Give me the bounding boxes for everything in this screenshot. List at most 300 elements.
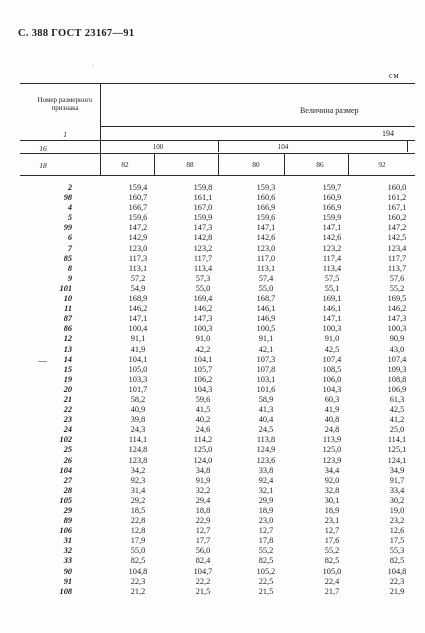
size-value: 17,7 <box>195 536 211 546</box>
feature-number: 19 <box>63 374 72 384</box>
feature-number: 20 <box>63 384 72 394</box>
table-row <box>20 183 415 193</box>
size-value: 117,4 <box>322 253 342 263</box>
table-row <box>20 324 415 334</box>
size-value: 57,6 <box>389 273 405 283</box>
size-value: 159,6 <box>128 213 148 223</box>
size-value: 22,8 <box>130 516 146 526</box>
table-row <box>20 546 415 556</box>
right-tick <box>407 140 408 152</box>
table-row <box>20 294 415 304</box>
size-value: 166,7 <box>128 203 148 213</box>
size-value: 117,7 <box>387 253 407 263</box>
feature-number: 104 <box>59 465 72 475</box>
size-value: 113,1 <box>256 263 276 273</box>
size-value: 142,8 <box>193 233 213 243</box>
size-value: 146,2 <box>387 304 407 314</box>
feature-number: 90 <box>63 566 72 576</box>
size-value: 100,3 <box>322 324 342 334</box>
value-size-header: Величина размер <box>300 106 359 115</box>
size-value: 104,1 <box>128 354 148 364</box>
table-row <box>20 345 415 355</box>
size-value: 24,8 <box>324 425 340 435</box>
size-value: 147,1 <box>322 223 342 233</box>
table-row <box>20 516 415 526</box>
unit-label: см <box>389 71 400 80</box>
table-row <box>20 466 415 476</box>
size-value: 91,7 <box>389 475 405 485</box>
table-row <box>20 233 415 243</box>
size-value: 123,9 <box>322 455 342 465</box>
feature-number: 11 <box>64 304 72 314</box>
size-value: 104,1 <box>193 354 213 364</box>
size-value: 147,1 <box>256 223 276 233</box>
size-value: 34,8 <box>195 465 211 475</box>
size-value: 123,8 <box>128 455 148 465</box>
feature-number: 91 <box>63 576 72 586</box>
size-value: 106,9 <box>387 384 407 394</box>
size-value: 24,6 <box>195 425 211 435</box>
size-value: 104,7 <box>193 566 213 576</box>
size-value: 107,4 <box>322 354 342 364</box>
table-row <box>20 567 415 577</box>
size-value: 21,5 <box>195 586 211 596</box>
feature-number: 22 <box>63 405 72 415</box>
table-row <box>20 435 415 445</box>
size-value: 55,2 <box>324 546 340 556</box>
table-row <box>20 526 415 536</box>
table-row <box>20 365 415 375</box>
size-value: 56,0 <box>195 546 211 556</box>
size-value: 117,0 <box>256 253 276 263</box>
size-value: 34,9 <box>389 465 405 475</box>
table-body <box>20 183 415 597</box>
row-label-16: 16 <box>39 144 47 153</box>
feature-number: 32 <box>63 546 72 556</box>
dot-mark: · <box>92 63 94 69</box>
size-value: 113,8 <box>256 435 276 445</box>
size-value: 82,5 <box>130 556 146 566</box>
size-value: 100,5 <box>256 324 276 334</box>
size-value: 55,0 <box>195 283 211 293</box>
table-row <box>20 314 415 324</box>
size-value: 105,0 <box>128 364 148 374</box>
size-value: 142,6 <box>256 233 276 243</box>
size-value: 123,2 <box>193 243 213 253</box>
size-value: 107,3 <box>256 354 276 364</box>
size-value: 23,0 <box>258 516 274 526</box>
table-row <box>20 395 415 405</box>
size-value: 55,0 <box>258 283 274 293</box>
size-value: 123,2 <box>322 243 342 253</box>
size-value: 124,8 <box>128 445 148 455</box>
size-value: 55,2 <box>258 546 274 556</box>
size-value: 159,6 <box>256 213 276 223</box>
feature-number: 23 <box>63 415 72 425</box>
size-value: 54,9 <box>130 283 146 293</box>
table-row <box>20 284 415 294</box>
size-value: 166,9 <box>322 203 342 213</box>
size-value: 106,2 <box>193 374 213 384</box>
size-value: 101,6 <box>256 384 276 394</box>
size-value: 113,4 <box>193 263 213 273</box>
size-value: 31,4 <box>130 485 146 495</box>
size-value: 91,1 <box>130 334 146 344</box>
size-value: 34,4 <box>324 465 340 475</box>
size-value: 113,9 <box>322 435 342 445</box>
table-row <box>20 415 415 425</box>
size-value: 23,1 <box>324 516 340 526</box>
size-value: 105,2 <box>256 566 276 576</box>
size-value: 159,7 <box>322 183 342 192</box>
row-label-1: 1 <box>63 130 67 139</box>
table-row <box>20 445 415 455</box>
size-value: 55,1 <box>324 283 340 293</box>
size-value: 41,9 <box>130 344 146 354</box>
size-value: 25,0 <box>389 425 405 435</box>
size-value: 22,9 <box>195 516 211 526</box>
feature-number: 24 <box>63 425 72 435</box>
size-value: 161,1 <box>193 193 213 203</box>
col-divider-1 <box>154 153 155 175</box>
size-value: 30,2 <box>389 495 405 505</box>
size-value: 17,5 <box>389 536 405 546</box>
size-value: 33,8 <box>258 465 274 475</box>
feature-number: 33 <box>63 556 72 566</box>
size-value: 159,4 <box>128 183 148 192</box>
col-divider-3 <box>284 153 285 175</box>
col-divider-2 <box>218 153 219 175</box>
feature-number: 10 <box>63 294 72 304</box>
feature-number: 89 <box>63 516 72 526</box>
size-value: 168,9 <box>128 294 148 304</box>
feature-number: 25 <box>63 445 72 455</box>
girth-100: 100 <box>152 143 164 151</box>
size-value: 166,9 <box>256 203 276 213</box>
table-row <box>20 587 415 597</box>
size-value: 146,1 <box>322 304 342 314</box>
table-row <box>20 536 415 546</box>
size-value: 109,3 <box>387 364 407 374</box>
size-value: 125,0 <box>193 445 213 455</box>
feature-number: 105 <box>59 495 72 505</box>
size-value: 41,5 <box>195 405 211 415</box>
table-row <box>20 274 415 284</box>
table-row <box>20 254 415 264</box>
feature-number: 27 <box>63 475 72 485</box>
table-row <box>20 213 415 223</box>
size-value: 29,9 <box>258 495 274 505</box>
size-value: 18,9 <box>324 506 340 515</box>
size-value: 18,9 <box>258 506 274 515</box>
size-value: 91,0 <box>195 334 211 344</box>
table-row <box>20 264 415 274</box>
feature-number: 9 <box>67 273 72 283</box>
girth-divider <box>218 140 219 152</box>
size-value: 32,2 <box>195 485 211 495</box>
size-value: 169,4 <box>193 294 213 304</box>
size-value: 82,5 <box>258 556 274 566</box>
feature-number: 26 <box>63 455 72 465</box>
size-value: 24,3 <box>130 425 146 435</box>
table-row <box>20 244 415 254</box>
size-value: 21,2 <box>130 586 146 596</box>
size-value: 82,5 <box>389 556 405 566</box>
girth-104: 104 <box>277 143 289 151</box>
col-80: 80 <box>252 161 260 169</box>
size-value: 57,3 <box>195 273 211 283</box>
size-value: 108,5 <box>322 364 342 374</box>
size-value: 160,6 <box>256 193 276 203</box>
feature-number: 101 <box>59 283 72 293</box>
size-value: 100,3 <box>387 324 407 334</box>
table-row <box>20 496 415 506</box>
col-88: 88 <box>186 161 194 169</box>
size-value: 22,5 <box>258 576 274 586</box>
feature-number: 12 <box>63 334 72 344</box>
size-value: 159,9 <box>193 213 213 223</box>
feature-number: 106 <box>59 526 72 536</box>
table-row <box>20 203 415 213</box>
size-value: 167,1 <box>387 203 407 213</box>
size-value: 19,0 <box>389 506 405 515</box>
size-value: 117,7 <box>193 253 213 263</box>
size-value: 55,2 <box>389 283 405 293</box>
table-row <box>20 355 415 365</box>
feature-number: 13 <box>63 344 72 354</box>
size-value: 24,5 <box>258 425 274 435</box>
left-divider <box>100 83 101 175</box>
feature-number: 21 <box>63 394 72 404</box>
size-value: 21,9 <box>389 586 405 596</box>
size-value: 58,9 <box>258 394 274 404</box>
size-value: 147,1 <box>128 314 148 324</box>
feature-number: 5 <box>67 213 72 223</box>
size-value: 12,7 <box>258 526 274 536</box>
size-value: 12,7 <box>195 526 211 536</box>
page-header: С. 388 ГОСТ 23167—91 <box>18 28 135 39</box>
table-row <box>20 334 415 344</box>
size-value: 123,4 <box>387 243 407 253</box>
feature-number: 87 <box>63 314 72 324</box>
size-value: 103,1 <box>256 374 276 384</box>
size-value: 92,3 <box>130 475 146 485</box>
size-value: 114,1 <box>387 435 407 445</box>
size-value: 100,4 <box>128 324 148 334</box>
size-value: 32,8 <box>324 485 340 495</box>
col-divider-4 <box>348 153 349 175</box>
size-value: 159,9 <box>322 213 342 223</box>
header-bottom-rule <box>20 175 415 176</box>
size-value: 113,1 <box>128 263 148 273</box>
size-value: 123,0 <box>256 243 276 253</box>
size-value: 113,4 <box>322 263 342 273</box>
size-value: 29,4 <box>195 495 211 505</box>
size-value: 91,1 <box>258 334 274 344</box>
feature-number: 6 <box>67 233 72 243</box>
size-value: 147,3 <box>193 314 213 324</box>
size-value: 123,6 <box>256 455 276 465</box>
size-value: 160,0 <box>387 183 407 192</box>
size-value: 92,0 <box>324 475 340 485</box>
size-value: 40,2 <box>195 415 211 425</box>
size-value: 91,9 <box>195 475 211 485</box>
size-value: 29,2 <box>130 495 146 505</box>
feature-number: 86 <box>63 324 72 334</box>
table-row <box>20 556 415 566</box>
table-row <box>20 506 415 516</box>
size-value: 32,1 <box>258 485 274 495</box>
size-value: 55,3 <box>389 546 405 556</box>
size-value: 114,1 <box>128 435 148 445</box>
size-value: 22,3 <box>130 576 146 586</box>
size-value: 159,3 <box>256 183 276 192</box>
size-value: 159,8 <box>193 183 213 192</box>
table-row <box>20 223 415 233</box>
table-row <box>20 425 415 435</box>
size-value: 105,7 <box>193 364 213 374</box>
feature-number: 98 <box>63 193 72 203</box>
size-value: 124,1 <box>387 455 407 465</box>
size-value: 101,7 <box>128 384 148 394</box>
size-value: 146,9 <box>256 314 276 324</box>
size-value: 161,2 <box>387 193 407 203</box>
size-value: 18,8 <box>195 506 211 515</box>
size-value: 30,1 <box>324 495 340 505</box>
col-86: 86 <box>316 161 324 169</box>
size-value: 60,3 <box>324 394 340 404</box>
size-value: 21,7 <box>324 586 340 596</box>
feature-number: 4 <box>67 203 72 213</box>
size-value: 104,8 <box>128 566 148 576</box>
size-value: 90,9 <box>389 334 405 344</box>
size-value: 42,5 <box>324 344 340 354</box>
feature-number: 102 <box>59 435 72 445</box>
size-value: 23,2 <box>389 516 405 526</box>
size-value: 123,0 <box>128 243 148 253</box>
size-value: 117,3 <box>128 253 148 263</box>
size-value: 33,4 <box>389 485 405 495</box>
size-value: 92,4 <box>258 475 274 485</box>
size-value: 41,2 <box>389 415 405 425</box>
feature-number-header: Номер размерного признака <box>37 96 93 112</box>
size-value: 147,2 <box>387 223 407 233</box>
size-value: 107,4 <box>387 354 407 364</box>
table-row <box>20 385 415 395</box>
size-value: 107,8 <box>256 364 276 374</box>
size-value: 18,5 <box>130 506 146 515</box>
feature-number: 85 <box>63 253 72 263</box>
size-value: 82,4 <box>195 556 211 566</box>
size-value: 124,0 <box>193 455 213 465</box>
size-value: 42,2 <box>195 344 211 354</box>
size-value: 12,8 <box>130 526 146 536</box>
table-row <box>20 486 415 496</box>
col-92: 92 <box>378 161 386 169</box>
margin-mark: — <box>38 356 47 366</box>
size-value: 17,9 <box>130 536 146 546</box>
size-value: 100,3 <box>193 324 213 334</box>
feature-number: 31 <box>63 536 72 546</box>
size-value: 147,3 <box>387 314 407 324</box>
size-value: 125,1 <box>387 445 407 455</box>
size-value: 12,6 <box>389 526 405 536</box>
size-value: 40,8 <box>324 415 340 425</box>
size-value: 41,3 <box>258 405 274 415</box>
size-value: 57,2 <box>130 273 146 283</box>
size-value: 55,0 <box>130 546 146 556</box>
feature-number: 108 <box>59 586 72 596</box>
size-value: 142,5 <box>387 233 407 243</box>
size-value: 160,2 <box>387 213 407 223</box>
size-value: 160,7 <box>128 193 148 203</box>
size-value: 146,1 <box>256 304 276 314</box>
size-value: 82,5 <box>324 556 340 566</box>
table-row <box>20 405 415 415</box>
height-value: 194 <box>382 129 394 138</box>
col-82: 82 <box>121 161 129 169</box>
table-row <box>20 476 415 486</box>
size-value: 41,9 <box>324 405 340 415</box>
size-value: 147,3 <box>193 223 213 233</box>
table-row <box>20 577 415 587</box>
size-value: 40,4 <box>258 415 274 425</box>
size-value: 61,3 <box>389 394 405 404</box>
size-value: 105,0 <box>322 566 342 576</box>
size-value: 57,4 <box>258 273 274 283</box>
size-value: 168,7 <box>256 294 276 304</box>
size-value: 43,0 <box>389 344 405 354</box>
size-value: 58,2 <box>130 394 146 404</box>
feature-number: 2 <box>67 183 72 192</box>
size-value: 22,2 <box>195 576 211 586</box>
table-row <box>20 193 415 203</box>
size-value: 114,2 <box>193 435 213 445</box>
size-value: 59,6 <box>195 394 211 404</box>
size-value: 169,5 <box>387 294 407 304</box>
size-value: 91,0 <box>324 334 340 344</box>
size-value: 42,5 <box>389 405 405 415</box>
size-value: 124,9 <box>256 445 276 455</box>
size-value: 147,1 <box>322 314 342 324</box>
feature-number: 29 <box>63 506 72 515</box>
size-value: 146,2 <box>128 304 148 314</box>
feature-number: 7 <box>67 243 72 253</box>
size-value: 142,6 <box>322 233 342 243</box>
feature-number: 99 <box>63 223 72 233</box>
size-value: 147,2 <box>128 223 148 233</box>
size-value: 108,8 <box>387 374 407 384</box>
size-value: 22,3 <box>389 576 405 586</box>
size-value: 146,2 <box>193 304 213 314</box>
size-value: 106,0 <box>322 374 342 384</box>
feature-number: 15 <box>63 364 72 374</box>
size-value: 142,9 <box>128 233 148 243</box>
size-value: 104,3 <box>322 384 342 394</box>
size-value: 17,8 <box>258 536 274 546</box>
sub-rule <box>100 126 415 127</box>
size-value: 104,3 <box>193 384 213 394</box>
size-value: 160,9 <box>322 193 342 203</box>
feature-number: 28 <box>63 485 72 495</box>
feature-number: 14 <box>63 354 72 364</box>
size-value: 103,3 <box>128 374 148 384</box>
size-value: 167,0 <box>193 203 213 213</box>
table-row <box>20 304 415 314</box>
row-label-18: 18 <box>39 161 47 170</box>
size-value: 57,5 <box>324 273 340 283</box>
size-value: 12,7 <box>324 526 340 536</box>
